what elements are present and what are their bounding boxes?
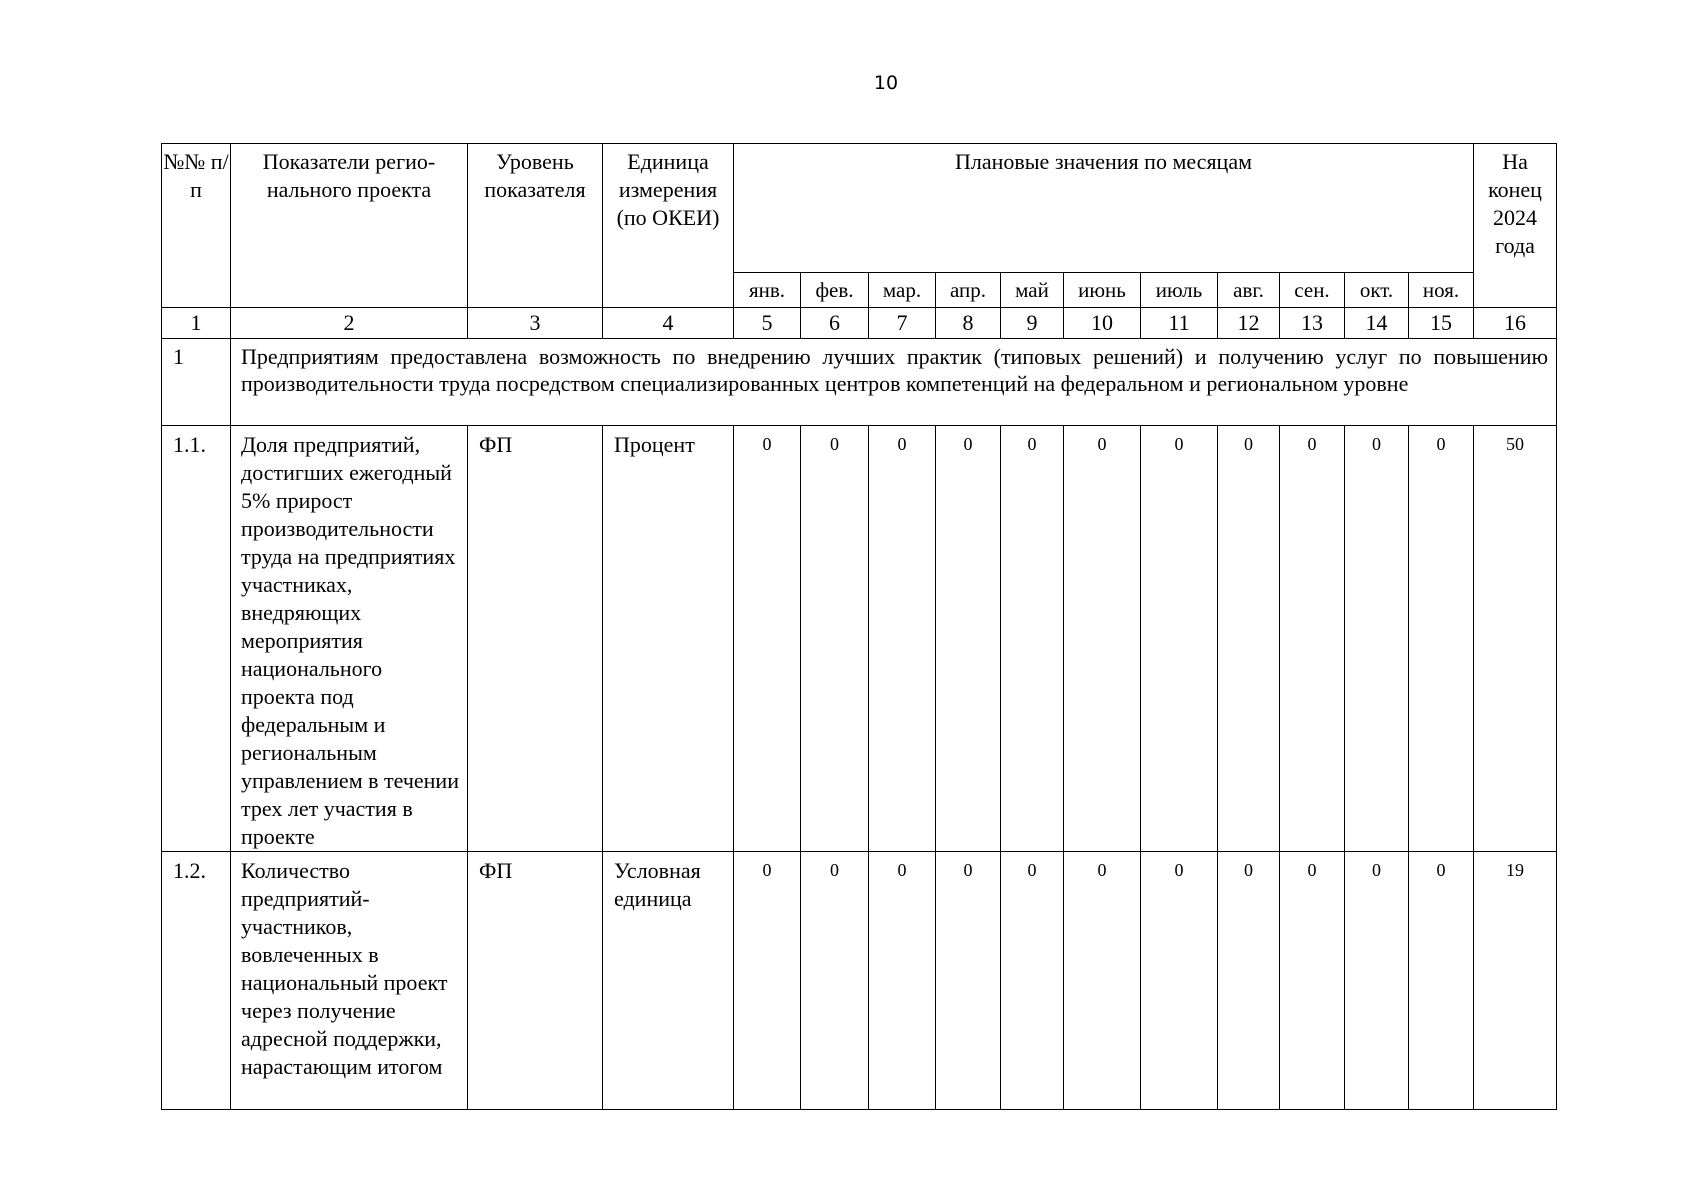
header-level-label: Уровень показателя [484, 149, 586, 202]
value-jun: 0 [1064, 852, 1141, 1110]
row-number: 1.2. [162, 852, 231, 1110]
value-jan: 0 [734, 852, 801, 1110]
column-number: 4 [603, 308, 734, 339]
section-row [162, 339, 1557, 426]
value-apr: 0 [936, 852, 1001, 1110]
value-mar: 0 [869, 426, 936, 852]
value-jul: 0 [1141, 426, 1218, 852]
column-number: 6 [801, 308, 869, 339]
month-jun: июнь [1064, 273, 1141, 308]
value-jun: 0 [1064, 426, 1141, 852]
month-nov: ноя. [1409, 273, 1474, 308]
value-oct: 0 [1345, 426, 1409, 852]
value-aug: 0 [1218, 426, 1280, 852]
table-row [162, 852, 1557, 1110]
value-aug: 0 [1218, 852, 1280, 1110]
column-number: 13 [1280, 308, 1345, 339]
month-mar: мар. [869, 273, 936, 308]
column-number: 11 [1141, 308, 1218, 339]
month-feb: фев. [801, 273, 869, 308]
month-jan: янв. [734, 273, 801, 308]
column-number: 15 [1409, 308, 1474, 339]
column-numbers-row [162, 308, 1557, 339]
column-number: 1 [162, 308, 231, 339]
section-title: Предприятиям предоставлена возможность по внедрению лучших практик (типовых решений) и получению услуг по повышению производительности труда посредством специализированных центров компетенций на федеральном и региональном уровне [231, 339, 1557, 426]
value-nov: 0 [1409, 852, 1474, 1110]
indicator-unit: Процент [603, 426, 734, 852]
column-number: 5 [734, 308, 801, 339]
month-may: май [1001, 273, 1064, 308]
section-number: 1 [162, 339, 231, 426]
value-sep: 0 [1280, 852, 1345, 1110]
value-feb: 0 [801, 426, 869, 852]
header-indicator [231, 144, 468, 308]
indicators-table [161, 143, 1557, 1110]
value-may: 0 [1001, 852, 1064, 1110]
month-oct: окт. [1345, 273, 1409, 308]
column-number: 8 [936, 308, 1001, 339]
table-row [162, 426, 1557, 852]
header-end-2024 [1474, 144, 1557, 308]
indicator-name: Доля предприятий, достигших ежегодный 5% прирост производительности труда на предприятиях участниках, внедряющих мероприятия национального проекта под федеральным и региональным управлением в течении трех лет участия в проекте [231, 426, 468, 852]
value-end-2024: 19 [1474, 852, 1557, 1110]
value-nov: 0 [1409, 426, 1474, 852]
column-number: 12 [1218, 308, 1280, 339]
indicator-unit: Условная единица [603, 852, 734, 1110]
column-number: 9 [1001, 308, 1064, 339]
header-unit-label: Единица измерения (по ОКЕИ) [616, 149, 720, 230]
column-number: 14 [1345, 308, 1409, 339]
value-end-2024: 50 [1474, 426, 1557, 852]
column-number: 16 [1474, 308, 1557, 339]
header-indicator-label: Показатели регио-нального проекта [262, 149, 436, 202]
value-apr: 0 [936, 426, 1001, 852]
column-number: 2 [231, 308, 468, 339]
page-number: 10 [873, 72, 899, 94]
value-sep: 0 [1280, 426, 1345, 852]
header-plan-by-month [734, 144, 1474, 273]
column-number: 7 [869, 308, 936, 339]
row-number: 1.1. [162, 426, 231, 852]
month-apr: апр. [936, 273, 1001, 308]
header-level [468, 144, 603, 308]
value-feb: 0 [801, 852, 869, 1110]
indicator-level: ФП [468, 852, 603, 1110]
value-jan: 0 [734, 426, 801, 852]
month-sep: сен. [1280, 273, 1345, 308]
month-jul: июль [1141, 273, 1218, 308]
indicator-level: ФП [468, 426, 603, 852]
header-plan-label: Плановые значения по месяцам [954, 149, 1253, 174]
value-mar: 0 [869, 852, 936, 1110]
value-may: 0 [1001, 426, 1064, 852]
column-number: 10 [1064, 308, 1141, 339]
header-no-label: №№ п/п [163, 149, 229, 202]
indicator-name: Количество предприятий-участников, вовлеченных в национальный проект через получение адресной поддержки, нарастающим итогом [231, 852, 468, 1110]
header-no [162, 144, 231, 308]
header-row [162, 144, 1557, 273]
month-aug: авг. [1218, 273, 1280, 308]
value-jul: 0 [1141, 852, 1218, 1110]
header-end-label: На конец 2024 года [1488, 149, 1542, 258]
value-oct: 0 [1345, 852, 1409, 1110]
header-unit [603, 144, 734, 308]
column-number: 3 [468, 308, 603, 339]
